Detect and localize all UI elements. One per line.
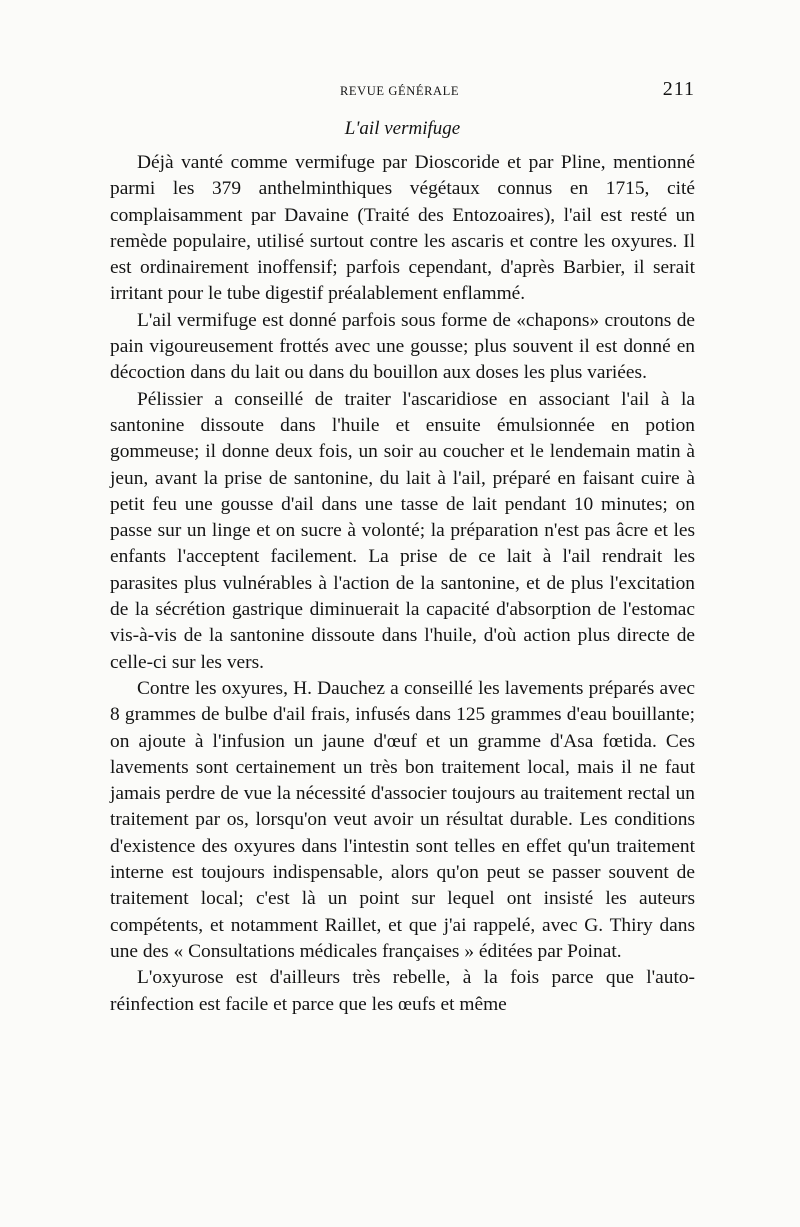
paragraph: Pélissier a conseillé de traiter l'ascaridiose en associant l'ail à la santonine dissoute dans l'huile et ensuite émulsionnée en potion gommeuse; il donne deux fois, un soir au coucher et le lendemain matin à jeun, avant la prise de santonine, du lait à l'ail, préparé en faisant cuire à petit feu une gousse d'ail dans une tasse de lait pendant 10 minutes; on passe sur un linge et on sucre à volonté; la préparation n'est pas âcre et les enfants l'acceptent facilement. La prise de ce lait à l'ail rendrait les parasites plus vulnérables à l'action de la santonine, et de plus l'excitation de la sécrétion gastrique diminuerait la capacité d'absorption de l'estomac vis-à-vis de la santonine dissoute dans l'huile, d'où action plus directe de celle-ci sur les vers. bbox=[110, 388, 695, 673]
running-head bbox=[110, 78, 695, 106]
paragraph: L'oxyurose est d'ailleurs très rebelle, à la fois parce que l'auto-réinfection est facile et parce que les œufs et même bbox=[110, 967, 695, 1015]
book-page bbox=[110, 78, 695, 1158]
body-text bbox=[110, 150, 695, 1018]
paragraph: Contre les oxyures, H. Dauchez a conseillé les lavements préparés avec 8 grammes de bulbe d'ail frais, infusés dans 125 grammes d'eau bouillante; on ajoute à l'infusion un jaune d'œuf et un gramme d'Asa fœtida. Ces lavements sont certainement un très bon traitement local, mais il ne faut jamais perdre de vue la nécessité d'associer toujours au traitement rectal un traitement par os, lorsqu'on veut avoir un résultat durable. Les conditions d'existence des oxyures dans l'intestin sont telles en effet qu'un traitement interne est toujours indispensable, alors qu'on peut se passer souvent de traitement local; c'est là un point sur lequel ont insisté les auteurs compétents, et notamment Raillet, et que j'ai rappelé, avec G. Thiry dans une des « Consultations médicales françaises » éditées par Poinat. bbox=[110, 677, 695, 962]
section-title: L'ail vermifuge bbox=[344, 118, 461, 139]
paragraph: L'ail vermifuge est donné parfois sous forme de «chapons» croutons de pain vigoureusement frottés avec une gousse; plus souvent il est donné en décoction dans du lait ou dans du bouillon aux doses les plus variées. bbox=[110, 309, 695, 384]
page-number: 211 bbox=[662, 78, 695, 100]
running-title: REVUE GÉNÉRALE bbox=[340, 84, 460, 98]
paragraph: Déjà vanté comme vermifuge par Dioscoride et par Pline, mentionné parmi les 379 anthelminthiques végétaux connus en 1715, cité complaisamment par Davaine (Traité des Entozoaires), l'ail est resté un remède populaire, utilisé surtout contre les ascaris et contre les oxyures. Il est ordinairement inoffensif; parfois cependant, d'après Barbier, il serait irritant pour le tube digestif préalablement enflammé. bbox=[110, 152, 695, 305]
